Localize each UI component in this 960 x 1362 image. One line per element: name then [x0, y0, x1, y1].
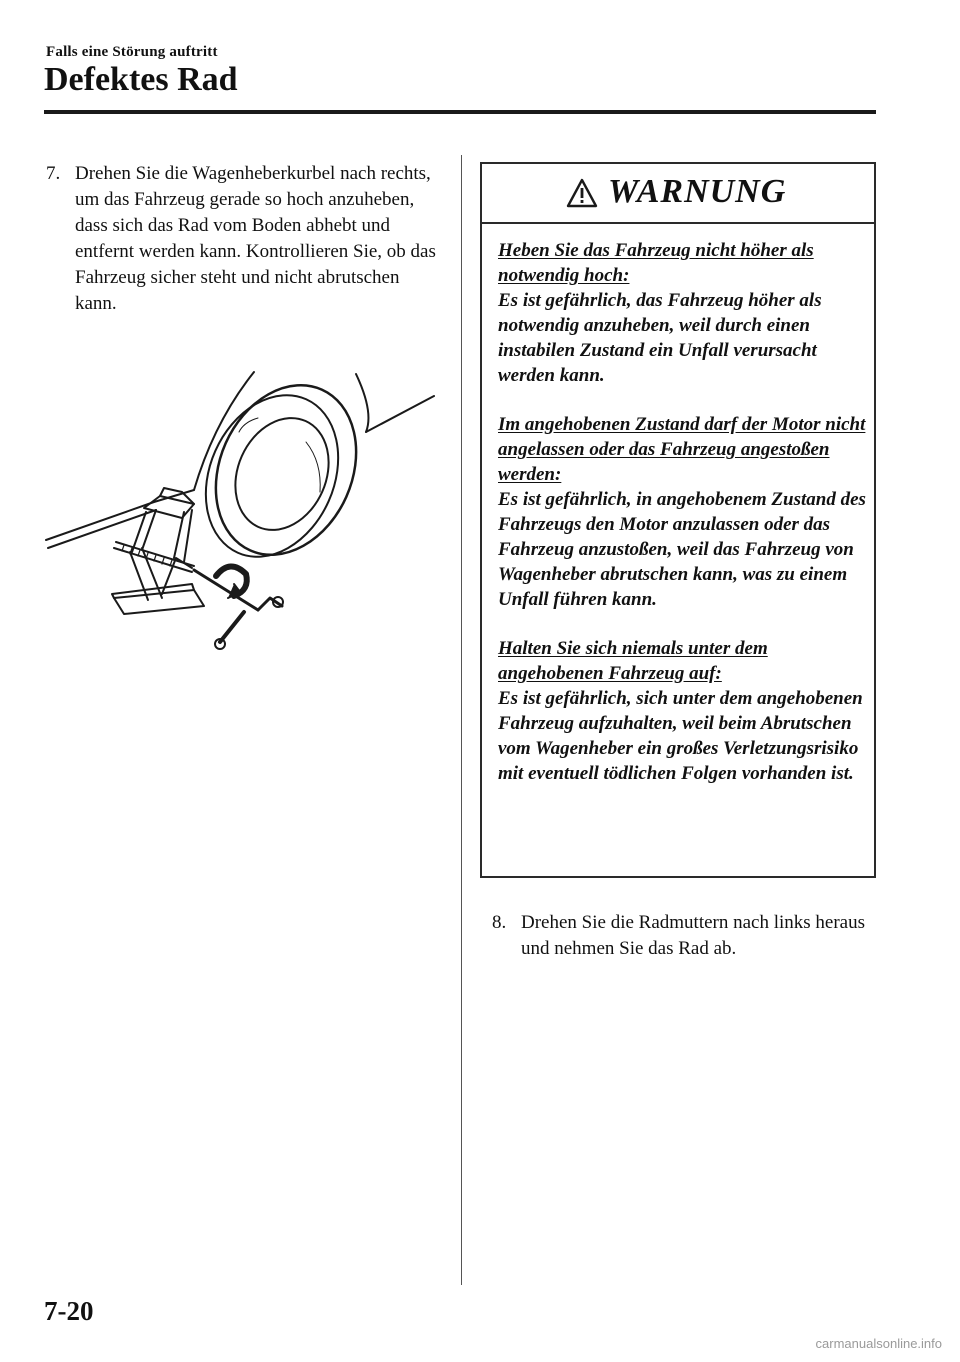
warning-section-text: Es ist gefährlich, das Fahrzeug höher als notwendig anzuheben, weil durch einen instabilen Zustand ein Unfall verursacht werden kann.	[498, 290, 822, 386]
warning-section	[498, 238, 870, 388]
page-title: Defektes Rad	[44, 61, 238, 98]
page-number: 7-20	[44, 1296, 94, 1326]
step-number: 7.	[46, 163, 61, 184]
warning-section	[498, 636, 870, 786]
warning-box	[480, 162, 876, 878]
section-label: Falls eine Störung auftritt	[46, 44, 218, 60]
warning-section-heading: Im angehobenen Zustand darf der Motor nicht angelassen oder das Fahrzeug angestoßen werden:	[498, 414, 866, 485]
warning-section-heading: Heben Sie das Fahrzeug nicht höher als notwendig hoch:	[498, 240, 814, 286]
warning-section	[498, 412, 870, 612]
warning-section-text: Es ist gefährlich, sich unter dem angehobenen Fahrzeug aufzuhalten, weil beim Abrutschen vom Wagenheber ein großes Verletzungsrisiko mit eventuell tödlichen Folgen vorhanden ist.	[498, 688, 863, 784]
warning-header	[482, 164, 874, 224]
step-number: 8.	[492, 912, 507, 933]
step-text: Drehen Sie die Radmuttern nach links heraus und nehmen Sie das Rad ab.	[521, 912, 866, 959]
watermark: carmanualsonline.info	[815, 1336, 942, 1351]
warning-section-heading: Halten Sie sich niemals unter dem angehobenen Fahrzeug auf:	[498, 638, 768, 684]
column-divider	[461, 155, 462, 1285]
warning-title: WARNUNG	[608, 173, 787, 210]
warning-triangle-icon	[566, 178, 598, 208]
jack-wheel-illustration	[44, 362, 436, 662]
header-rule	[44, 110, 876, 114]
step-7	[46, 161, 446, 351]
warning-section-text: Es ist gefährlich, in angehobenem Zustand des Fahrzeugs den Motor anzulassen oder das Fahrzeug anzustoßen, weil das Fahrzeug von Wagenheber abrutschen kann, was zu einem Unfall führen kann.	[498, 489, 866, 610]
warning-body	[498, 238, 870, 810]
step-text: Drehen Sie die Wagenheberkurbel nach rechts, um das Fahrzeug gerade so hoch anzuheben, dass sich das Rad vom Boden abhebt und entfernt werden kann. Kontrollieren Sie, ob das Fahrzeug sicher steht und nicht abrutschen kann.	[75, 163, 436, 314]
step-8	[492, 910, 882, 970]
